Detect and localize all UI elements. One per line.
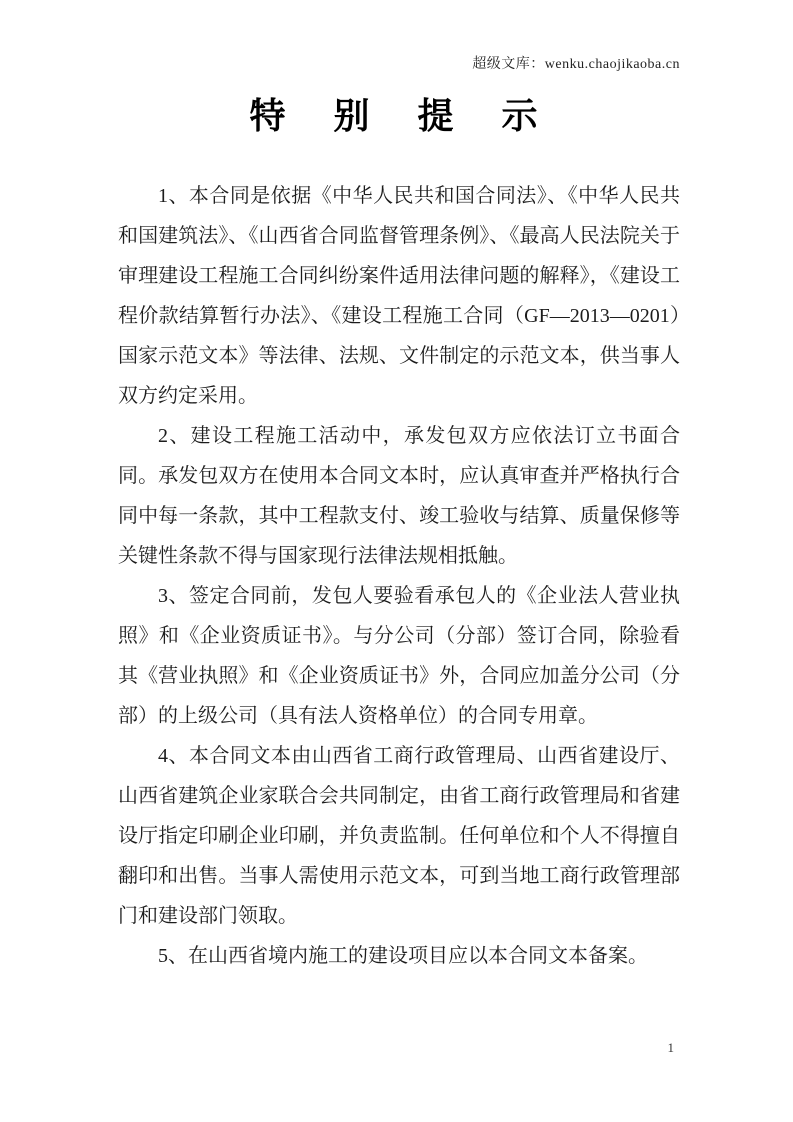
document-body	[118, 176, 680, 976]
paragraph: 3、签定合同前，发包人要验看承包人的《企业法人营业执照》和《企业资质证书》。与分公司（分部）签订合同，除验看其《营业执照》和《企业资质证书》外，合同应加盖分公司（分部）的上级公司（具有法人资格单位）的合同专用章。	[118, 585, 680, 727]
watermark-text: 超级文库：wenku.chaojikaoba.cn	[472, 57, 680, 72]
page-number: 1	[667, 1040, 674, 1055]
paragraph: 1、本合同是依据《中华人民共和国合同法》、《中华人民共和国建筑法》、《山西省合同监督管理条例》、《最高人民法院关于审理建设工程施工合同纠纷案件适用法律问题的解释》，《建设工程价款结算暂行办法》、《建设工程施工合同（GF—2013—0201）国家示范文本》等法律、法规、文件制定的示范文本，供当事人双方约定采用。	[118, 185, 680, 407]
page-title: 特 别 提 示	[249, 95, 544, 136]
paragraph: 5、在山西省境内施工的建设项目应以本合同文本备案。	[158, 945, 648, 967]
paragraph: 2、建设工程施工活动中，承发包双方应依法订立书面合同。承发包双方在使用本合同文本时，应认真审查并严格执行合同中每一条款，其中工程款支付、竣工验收与结算、质量保修等关键性条款不得与国家现行法律法规相抵触。	[118, 425, 680, 567]
paragraph: 4、本合同文本由山西省工商行政管理局、山西省建设厅、山西省建筑企业家联合会共同制定，由省工商行政管理局和省建设厅指定印刷企业印刷，并负责监制。任何单位和个人不得擅自翻印和出售。当事人需使用示范文本，可到当地工商行政管理部门和建设部门领取。	[118, 745, 680, 927]
